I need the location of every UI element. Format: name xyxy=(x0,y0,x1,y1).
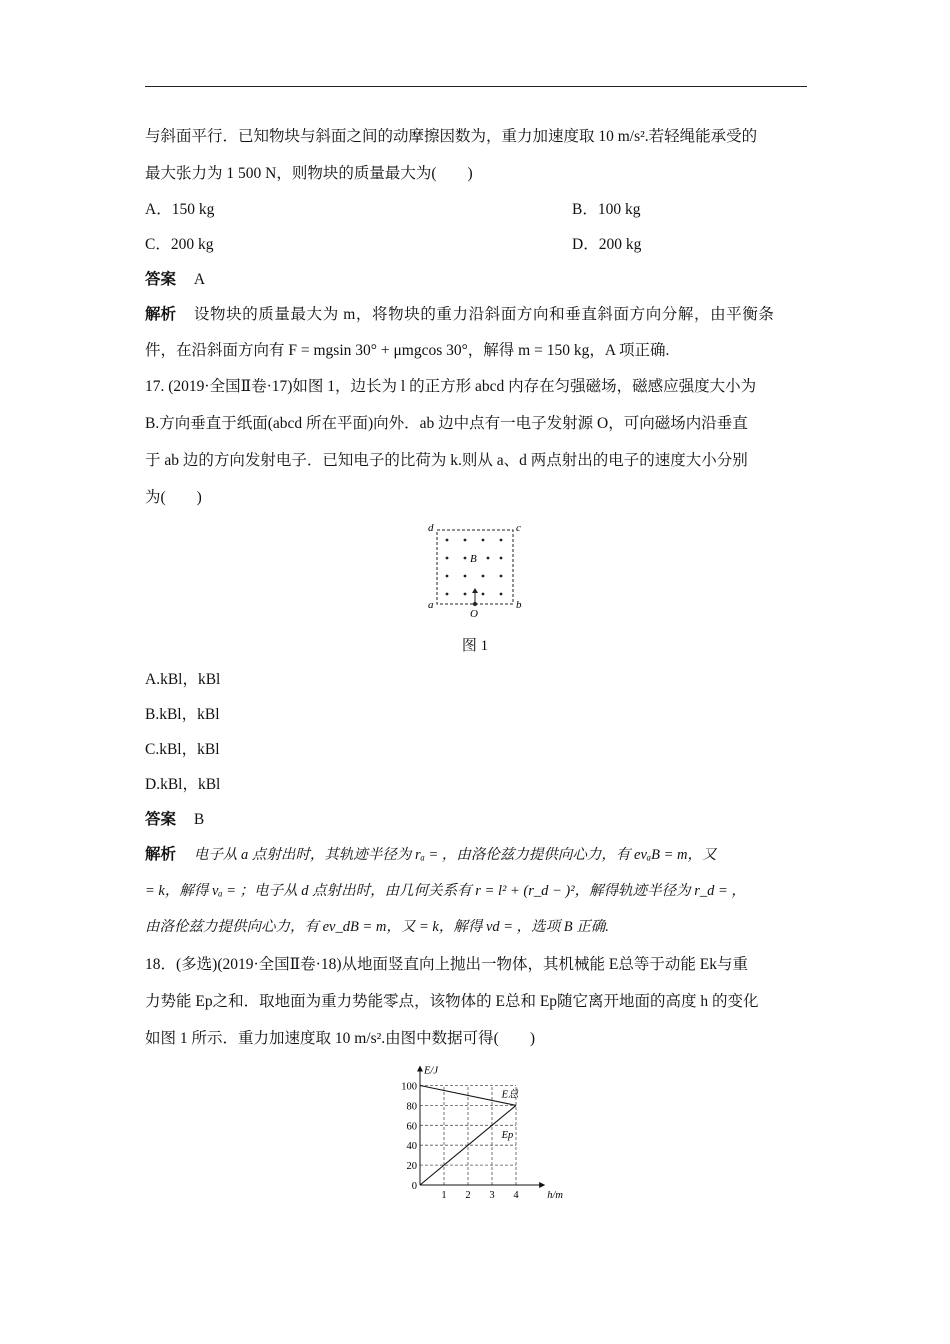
header-rule xyxy=(145,86,807,87)
y-axis-arrow xyxy=(417,1066,423,1072)
series-label: E总 xyxy=(501,1089,519,1101)
magnetic-field-figure xyxy=(420,518,530,620)
label-b: b xyxy=(516,599,522,611)
answer-value: A xyxy=(193,271,206,288)
y-tick-label: 80 xyxy=(406,1101,417,1113)
x-tick-label: 1 xyxy=(441,1190,447,1201)
q17-line-3: 于 ab 边的方向发射电子．已知电子的比荷为 k.则从 a、d 两点射出的电子的速度大小分别 xyxy=(145,452,748,469)
analysis-label: 解析 xyxy=(145,306,177,323)
q16-analysis-2: 件，在沿斜面方向有 F = mgsin 30° + μmgcos 30°，解得 m = 150 kg，A 项正确. xyxy=(145,342,670,359)
q17-analysis-3: 由洛伦兹力提供向心力，有 ev_dB = m，又 = k，解得 vd = ，选项 B 正确. xyxy=(145,919,609,935)
y-tick-label: 20 xyxy=(406,1161,417,1173)
energy-height-chart xyxy=(390,1060,570,1205)
q18-line-2: 力势能 Ep之和．取地面为重力势能零点，该物体的 E总和 Ep随它离开地面的高度 h 的变化 xyxy=(145,993,759,1010)
label-O: O xyxy=(470,608,478,620)
q17-line-2: B.方向垂直于纸面(abcd 所在平面)向外．ab 边中点有一电子发射源 O，可向磁场内沿垂直 xyxy=(145,415,748,432)
q17-option-d: D.kBl，kBl xyxy=(145,776,221,793)
q17-option-a: A.kBl，kBl xyxy=(145,671,221,688)
x-axis-label: h/m xyxy=(547,1190,563,1201)
q16-line-1: 与斜面平行．已知物块与斜面之间的动摩擦因数为，重力加速度取 10 m/s².若轻绳能承受的 xyxy=(145,128,758,145)
x-tick-label: 3 xyxy=(489,1190,495,1201)
q17-analysis-1 xyxy=(145,845,717,865)
q16-option-d: D．200 kg xyxy=(572,236,642,253)
series-label: Ep xyxy=(501,1130,514,1142)
y-axis-label: E/J xyxy=(424,1065,438,1077)
q16-answer xyxy=(145,270,205,290)
q17-option-b: B.kBl，kBl xyxy=(145,706,220,723)
analysis-text: 设物块的质量最大为 m，将物块的重力沿斜面方向和垂直斜面方向分解，由平衡条 xyxy=(193,306,775,323)
answer-label: 答案 xyxy=(145,811,177,828)
y-tick-label: 0 xyxy=(411,1181,417,1192)
y-tick-label: 100 xyxy=(401,1081,417,1093)
q17-line-1: 17. (2019·全国Ⅱ卷·17)如图 1，边长为 l 的正方形 abcd 内存在匀强磁场，磁感应强度大小为 xyxy=(145,378,757,395)
x-tick-label: 2 xyxy=(465,1190,471,1201)
q16-analysis-1 xyxy=(145,305,775,325)
q16-option-a: A．150 kg xyxy=(145,201,215,218)
q16-option-c: C．200 kg xyxy=(145,236,214,253)
label-a: a xyxy=(428,599,434,611)
label-d: d xyxy=(428,522,434,534)
q18-line-1: 18．(多选)(2019·全国Ⅱ卷·18)从地面竖直向上抛出一物体，其机械能 E总等于动能 Ek与重 xyxy=(145,956,748,973)
field-dots xyxy=(446,539,503,596)
label-c: c xyxy=(516,522,521,534)
q18-line-3: 如图 1 所示．重力加速度取 10 m/s².由图中数据可得( ) xyxy=(145,1030,535,1047)
x-axis-arrow xyxy=(539,1182,545,1188)
analysis-label: 解析 xyxy=(145,846,177,863)
label-B: B xyxy=(470,553,477,565)
q17-option-c: C.kBl，kBl xyxy=(145,741,220,758)
y-tick-label: 40 xyxy=(406,1141,417,1153)
figure-caption: 图 1 xyxy=(461,638,489,654)
q17-analysis-2: = k，解得 vₐ = ；电子从 d 点射出时，由几何关系有 r = l² + (r_d − )²，解得轨迹半径为 r_d = ， xyxy=(145,883,746,899)
q16-option-b: B．100 kg xyxy=(572,201,641,218)
x-tick-label: 4 xyxy=(513,1190,519,1201)
answer-value: B xyxy=(193,811,205,828)
q16-line-2: 最大张力为 1 500 N，则物块的质量最大为( ) xyxy=(145,165,473,182)
q16-options-row-2 xyxy=(145,235,642,255)
answer-label: 答案 xyxy=(145,271,177,288)
y-tick-label: 60 xyxy=(406,1121,417,1133)
q16-options-row-1 xyxy=(145,200,641,220)
q17-answer xyxy=(145,810,204,830)
analysis-text: 电子从 a 点射出时，其轨迹半径为 rₐ = ，由洛伦兹力提供向心力，有 evₐB = m，又 xyxy=(193,847,717,863)
q17-line-4: 为( ) xyxy=(145,489,202,506)
